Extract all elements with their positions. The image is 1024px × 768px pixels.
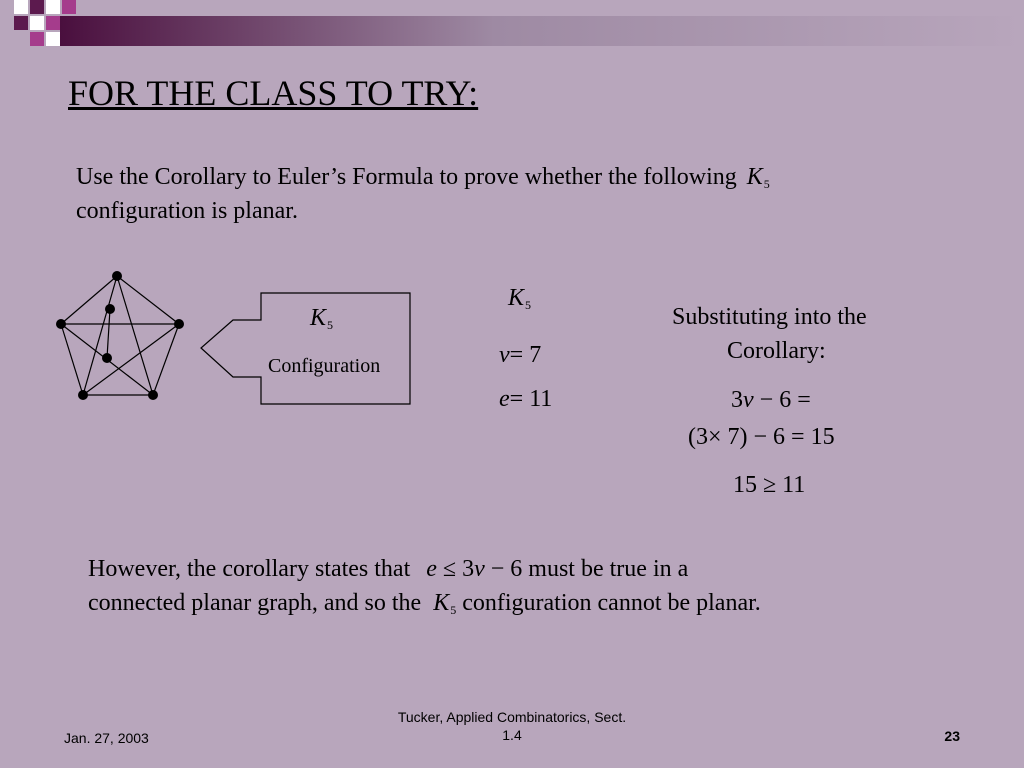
- footer-source: Tucker, Applied Combinatorics, Sect. 1.4: [397, 709, 627, 743]
- callout-label: Configuration: [268, 355, 381, 377]
- callout-k5-symbol: K5: [310, 305, 334, 332]
- vertex-count: v= 7: [499, 342, 542, 368]
- inequality: e ≤ 3v − 6: [426, 556, 523, 582]
- k5-symbol: K5: [746, 164, 770, 191]
- intro-text: Use the Corollary to Euler’s Formula to prove whether the following: [76, 164, 737, 190]
- substitution-line-1: 3v − 6 =: [731, 387, 811, 413]
- callout-arrow-box: [198, 292, 414, 408]
- footer-date: Jan. 27, 2003: [64, 730, 149, 746]
- substitution-line-3: 15 ≥ 11: [733, 472, 806, 498]
- conclusion-k5-symbol: K5: [433, 590, 457, 617]
- substitution-line-2: (3× 7) − 6 = 15: [688, 424, 835, 450]
- substitution-heading-1: Substituting into the: [672, 304, 867, 330]
- substitution-heading-2: Corollary:: [727, 338, 826, 364]
- slide-title: FOR THE CLASS TO TRY:: [68, 73, 479, 113]
- page-number: 23: [944, 728, 960, 744]
- intro-line-1: [76, 164, 770, 192]
- graph-edges: [61, 276, 179, 395]
- header-banner: [0, 0, 1024, 52]
- conclusion-line-2: connected planar graph, and so the K5 configuration cannot be planar.: [88, 590, 761, 617]
- conclusion-line-1: However, the corollary states that e ≤ 3v − 6 must be true in a: [88, 556, 689, 582]
- intro-line-2: configuration is planar.: [76, 198, 298, 224]
- k5-graph-diagram: [50, 266, 192, 404]
- stats-k5-symbol: K5: [508, 285, 532, 312]
- edge-count: e= 11: [499, 386, 553, 412]
